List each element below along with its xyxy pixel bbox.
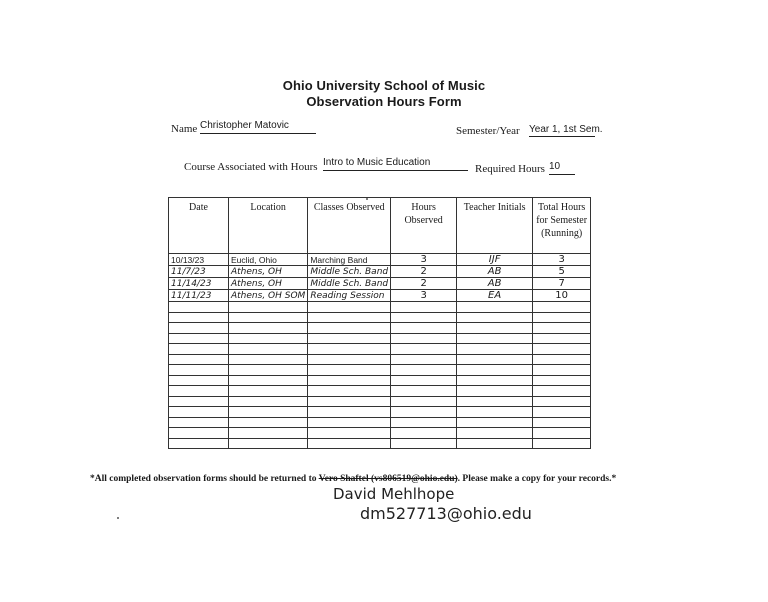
empty-cell	[457, 302, 533, 313]
empty-cell	[308, 312, 391, 323]
note-suffix: . Please make a copy for your records.*	[457, 474, 617, 484]
table-row-empty	[169, 386, 591, 397]
empty-cell	[391, 312, 457, 323]
empty-cell	[391, 417, 457, 428]
scan-speck	[366, 198, 368, 200]
empty-cell	[308, 344, 391, 355]
empty-cell	[229, 417, 308, 428]
empty-cell	[169, 344, 229, 355]
note-prefix: *All completed observation forms should be returned to	[90, 474, 319, 484]
empty-cell	[533, 386, 591, 397]
cell-date: 10/13/23	[169, 254, 229, 266]
column-header-total: Total Hours for Semester (Running)	[533, 198, 591, 254]
table-row-empty	[169, 302, 591, 313]
handwritten-contact-name: David Mehlhope	[333, 485, 455, 503]
cell-hours: 2	[391, 266, 457, 278]
empty-cell	[169, 354, 229, 365]
empty-cell	[169, 302, 229, 313]
cell-class: Middle Sch. Band	[308, 266, 391, 278]
cell-hours: 2	[391, 278, 457, 290]
empty-cell	[169, 375, 229, 386]
empty-cell	[533, 354, 591, 365]
empty-cell	[308, 365, 391, 376]
empty-cell	[229, 344, 308, 355]
cell-total: 7	[533, 278, 591, 290]
empty-cell	[229, 354, 308, 365]
table-row-empty	[169, 375, 591, 386]
empty-cell	[229, 365, 308, 376]
table-row-empty	[169, 428, 591, 439]
column-header-hours: Hours Observed	[391, 198, 457, 254]
empty-cell	[391, 396, 457, 407]
table-row	[169, 254, 591, 266]
empty-cell	[229, 407, 308, 418]
empty-cell	[457, 344, 533, 355]
observation-log-table	[168, 197, 591, 449]
empty-cell	[533, 365, 591, 376]
empty-cell	[533, 333, 591, 344]
empty-cell	[229, 312, 308, 323]
name-label: Name	[171, 123, 198, 135]
empty-cell	[533, 428, 591, 439]
empty-cell	[391, 302, 457, 313]
table-row-empty	[169, 354, 591, 365]
empty-cell	[169, 438, 229, 449]
cell-location: Euclid, Ohio	[229, 254, 308, 266]
empty-cell	[533, 396, 591, 407]
cell-total: 10	[533, 290, 591, 302]
cell-location: Athens, OH	[229, 278, 308, 290]
table-row-empty	[169, 417, 591, 428]
table-row-empty	[169, 407, 591, 418]
empty-cell	[457, 438, 533, 449]
empty-cell	[457, 417, 533, 428]
empty-cell	[391, 438, 457, 449]
empty-cell	[308, 407, 391, 418]
empty-cell	[391, 386, 457, 397]
table-row	[169, 266, 591, 278]
empty-cell	[169, 312, 229, 323]
empty-cell	[457, 375, 533, 386]
cell-initials: AB	[457, 266, 533, 278]
cell-hours: 3	[391, 254, 457, 266]
empty-cell	[229, 396, 308, 407]
cell-date: 11/14/23	[169, 278, 229, 290]
cell-total: 5	[533, 266, 591, 278]
empty-cell	[391, 428, 457, 439]
course-value: Intro to Music Education	[323, 157, 468, 171]
empty-cell	[229, 428, 308, 439]
table-row	[169, 290, 591, 302]
empty-cell	[308, 386, 391, 397]
empty-cell	[457, 428, 533, 439]
empty-cell	[533, 407, 591, 418]
table-row-empty	[169, 396, 591, 407]
cell-class: Reading Session	[308, 290, 391, 302]
empty-cell	[229, 323, 308, 334]
empty-cell	[229, 438, 308, 449]
empty-cell	[457, 365, 533, 376]
empty-cell	[308, 375, 391, 386]
empty-cell	[533, 323, 591, 334]
empty-cell	[229, 375, 308, 386]
empty-cell	[308, 302, 391, 313]
empty-cell	[391, 354, 457, 365]
cell-initials: IJF	[457, 254, 533, 266]
table-row	[169, 278, 591, 290]
cell-date: 11/7/23	[169, 266, 229, 278]
empty-cell	[169, 365, 229, 376]
empty-cell	[169, 417, 229, 428]
empty-cell	[533, 302, 591, 313]
semester-value: Year 1, 1st Sem.	[529, 124, 603, 135]
empty-cell	[229, 386, 308, 397]
course-label: Course Associated with Hours	[184, 161, 318, 173]
empty-cell	[391, 323, 457, 334]
note-struck-contact: Vero Shaftel (vs806519@ohio.edu)	[318, 474, 458, 484]
cell-class: Middle Sch. Band	[308, 278, 391, 290]
empty-cell	[169, 407, 229, 418]
empty-cell	[169, 428, 229, 439]
form-title-form: Observation Hours Form	[306, 94, 462, 109]
empty-cell	[391, 407, 457, 418]
required-hours-value: 10	[549, 161, 575, 175]
empty-cell	[229, 302, 308, 313]
cell-class: Marching Band	[308, 254, 391, 266]
empty-cell	[457, 312, 533, 323]
empty-cell	[533, 375, 591, 386]
table-row-empty	[169, 333, 591, 344]
table-row-empty	[169, 344, 591, 355]
empty-cell	[457, 323, 533, 334]
cell-location: Athens, OH SOM	[229, 290, 308, 302]
column-header-date: Date	[169, 198, 229, 254]
table-row-empty	[169, 323, 591, 334]
table-row-empty	[169, 438, 591, 449]
cell-hours: 3	[391, 290, 457, 302]
empty-cell	[533, 417, 591, 428]
cell-initials: AB	[457, 278, 533, 290]
empty-cell	[308, 428, 391, 439]
empty-cell	[391, 333, 457, 344]
empty-cell	[391, 375, 457, 386]
table-row-empty	[169, 312, 591, 323]
empty-cell	[533, 438, 591, 449]
column-header-classes: Classes Observed	[308, 198, 391, 254]
empty-cell	[169, 396, 229, 407]
empty-cell	[229, 333, 308, 344]
column-header-teacher: Teacher Initials	[457, 198, 533, 254]
empty-cell	[308, 354, 391, 365]
semester-label: Semester/Year	[456, 125, 520, 137]
empty-cell	[533, 344, 591, 355]
cell-initials: EA	[457, 290, 533, 302]
return-instructions-note	[90, 474, 690, 484]
handwritten-contact-email: dm527713@ohio.edu	[360, 504, 532, 523]
empty-cell	[391, 344, 457, 355]
empty-cell	[169, 386, 229, 397]
required-hours-label: Required Hours	[475, 163, 545, 175]
empty-cell	[308, 333, 391, 344]
empty-cell	[169, 323, 229, 334]
empty-cell	[308, 438, 391, 449]
empty-cell	[457, 386, 533, 397]
name-value: Christopher Matovic	[200, 120, 316, 134]
column-header-location: Location	[229, 198, 308, 254]
cell-location: Athens, OH	[229, 266, 308, 278]
table-header-row	[169, 198, 591, 254]
empty-cell	[457, 354, 533, 365]
empty-cell	[533, 312, 591, 323]
form-title-school: Ohio University School of Music	[282, 78, 486, 93]
empty-cell	[308, 417, 391, 428]
cell-date: 11/11/23	[169, 290, 229, 302]
empty-cell	[391, 365, 457, 376]
empty-cell	[308, 323, 391, 334]
empty-cell	[457, 333, 533, 344]
empty-cell	[308, 396, 391, 407]
cell-total: 3	[533, 254, 591, 266]
scan-speck	[117, 517, 119, 519]
empty-cell	[457, 396, 533, 407]
empty-cell	[457, 407, 533, 418]
empty-cell	[169, 333, 229, 344]
table-row-empty	[169, 365, 591, 376]
